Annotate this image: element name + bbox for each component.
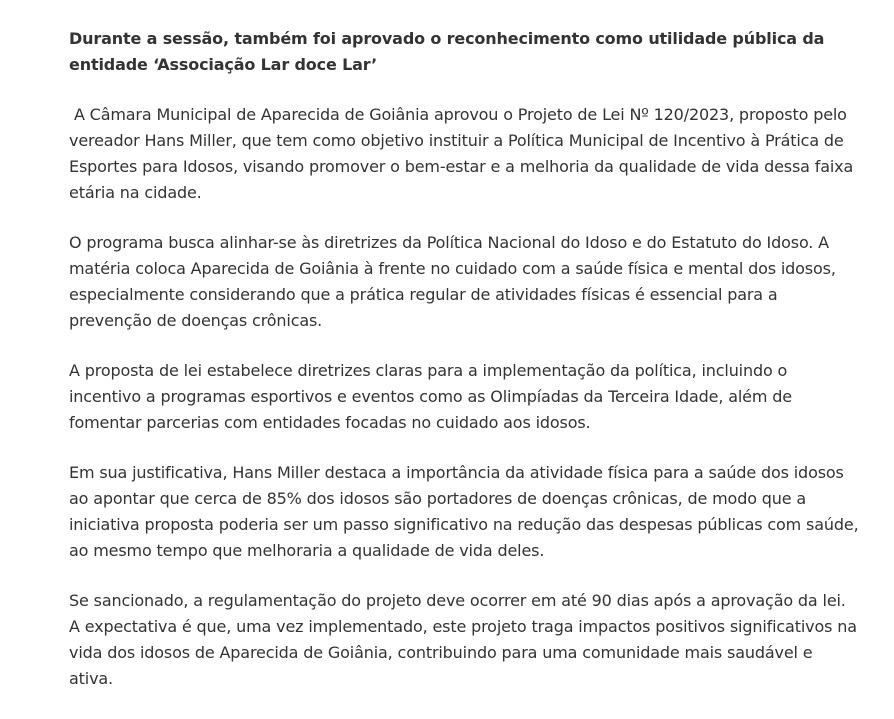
- article-paragraph-4: Em sua justificativa, Hans Miller destaca a importância da atividade física para a saúde dos idosos ao apontar que cerca de 85% dos idosos são portadores de doenças crônicas, de modo que a iniciativa proposta poderia ser um passo significativo na redução das despesas públicas com saúde, ao mesmo tempo que melhoraria a qualidade de vida deles.: [69, 463, 859, 560]
- article-paragraph-2: O programa busca alinhar-se às diretrizes da Política Nacional do Idoso e do Estatuto do Idoso. A matéria coloca Aparecida de Goiânia à frente no cuidado com a saúde física e mental dos idosos, especialmente considerando que a prática regular de atividades físicas é essencial para a prevenção de doenças crônicas.: [69, 233, 836, 330]
- article-body: [69, 26, 859, 692]
- article-lead: Durante a sessão, também foi aprovado o reconhecimento como utilidade pública da entidade ‘Associação Lar doce Lar’: [69, 29, 825, 74]
- article-paragraph-3: A proposta de lei estabelece diretrizes claras para a implementação da política, incluindo o incentivo a programas esportivos e eventos como as Olimpíadas da Terceira Idade, além de fomentar parcerias com entidades focadas no cuidado aos idosos.: [69, 361, 792, 432]
- article-paragraph-5: Se sancionado, a regulamentação do projeto deve ocorrer em até 90 dias após a aprovação da lei. A expectativa é que, uma vez implementado, este projeto traga impactos positivos significativos na vida dos idosos de Aparecida de Goiânia, contribuindo para uma comunidade mais saudável e ativa.: [69, 591, 857, 688]
- article-paragraph-1: A Câmara Municipal de Aparecida de Goiânia aprovou o Projeto de Lei Nº 120/2023, proposto pelo vereador Hans Miller, que tem como objetivo instituir a Política Municipal de Incentivo à Prática de Esportes para Idosos, visando promover o bem-estar e a melhoria da qualidade de vida dessa faixa etária na cidade.: [69, 105, 859, 202]
